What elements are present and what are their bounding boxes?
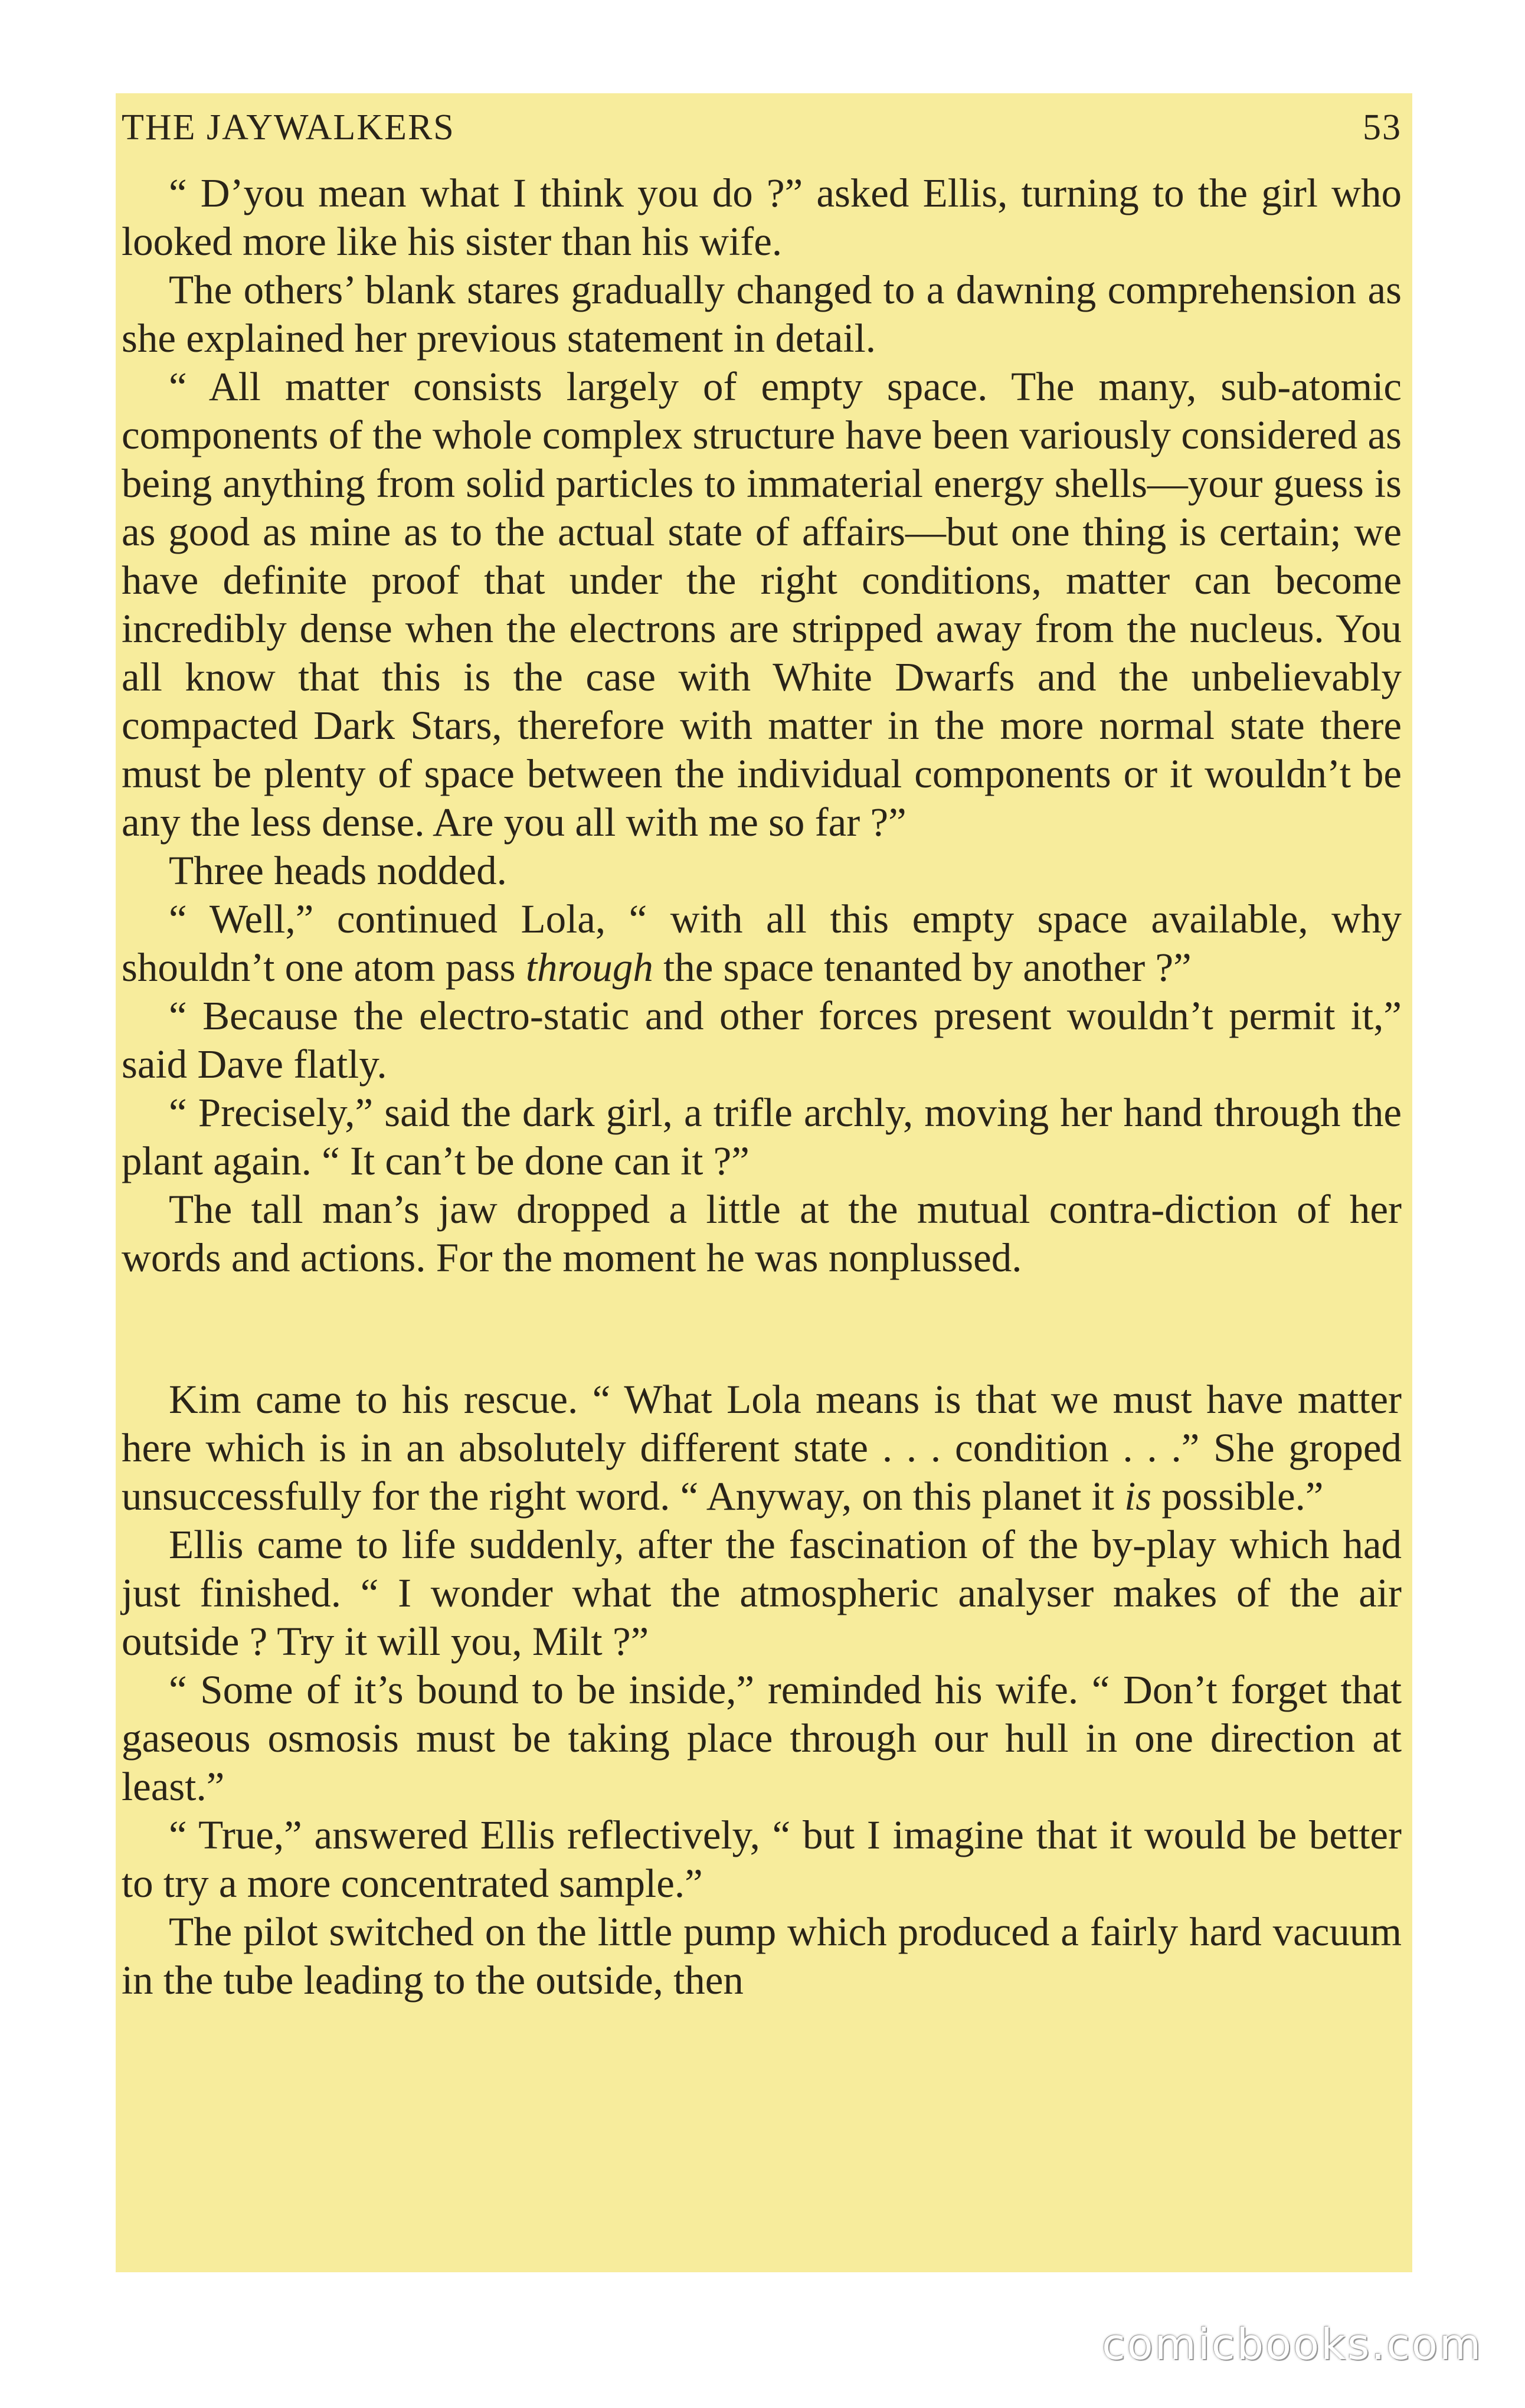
paragraph: “ D’you mean what I think you do ?” asked Ellis, turning to the girl who looked more like his sister than his wife. <box>122 171 1402 264</box>
watermark: comicbooks.com <box>1101 2319 1483 2369</box>
body-text <box>122 169 1402 2004</box>
paragraph <box>122 1375 1402 1520</box>
running-title: THE JAYWALKERS <box>122 107 455 148</box>
paragraph: The tall man’s jaw dropped a little at the mutual contra-diction of her words and actions. For the moment he was nonplussed. <box>122 1187 1402 1280</box>
paragraph: The pilot switched on the little pump which produced a fairly hard vacuum in the tube leading to the outside, then <box>122 1909 1402 2003</box>
text-run: possible.” <box>1151 1474 1324 1519</box>
emphasized-word: through <box>525 945 653 990</box>
page-number: 53 <box>1363 107 1402 148</box>
emphasized-word: is <box>1124 1474 1152 1519</box>
paragraph: Three heads nodded. <box>169 848 507 893</box>
paragraph: “ All matter consists largely of empty space. The many, sub-atomic components of the whole complex structure have been variously considered as being anything from solid particles to immaterial energy shells—your guess is as good as mine as to the actual state of affairs—but one thing is certain; we have definite proof that under the right conditions, matter can become incredibly dense when the electrons are stripped away from the nucleus. You all know that this is the case with White Dwarfs and the unbelievably compacted Dark Stars, therefore with matter in the more normal state there must be plenty of space between the individual components or it wouldn’t be any the less dense. Are you all with me so far ?” <box>122 364 1402 845</box>
text-run: the space tenanted by another ?” <box>653 945 1192 990</box>
paragraph: The others’ blank stares gradually changed to a dawning comprehension as she explained her previous statement in detail. <box>122 267 1402 361</box>
paragraph: “ Precisely,” said the dark girl, a trifle archly, moving her hand through the plant again. “ It can’t be done can it ?” <box>122 1090 1402 1183</box>
text-run: “ Well,” continued Lola, “ with all this empty space available, why shouldn’t one atom pass <box>122 897 1402 990</box>
paragraph: “ Some of it’s bound to be inside,” reminded his wife. “ Don’t forget that gaseous osmosis must be taking place through our hull in one direction at least.” <box>122 1667 1402 1809</box>
text-run: Kim came to his rescue. “ What Lola means is that we must have matter here which is in an absolutely different state . . . condition . . .” She groped unsuccessfully for the right word. “ Anyway, on this planet it <box>122 1377 1402 1519</box>
paragraph <box>122 895 1402 992</box>
running-head <box>122 99 1402 156</box>
paragraph: “ True,” answered Ellis reflectively, “ but I imagine that it would be better to try a more concentrated sample.” <box>122 1812 1402 1906</box>
book-page <box>116 93 1412 2272</box>
paragraph: “ Because the electro-static and other forces present wouldn’t permit it,” said Dave flatly. <box>122 993 1402 1087</box>
paragraph: Ellis came to life suddenly, after the fascination of the by-play which had just finished. “ I wonder what the atmospheric analyser makes of the air outside ? Try it will you, Milt ?” <box>122 1522 1402 1664</box>
